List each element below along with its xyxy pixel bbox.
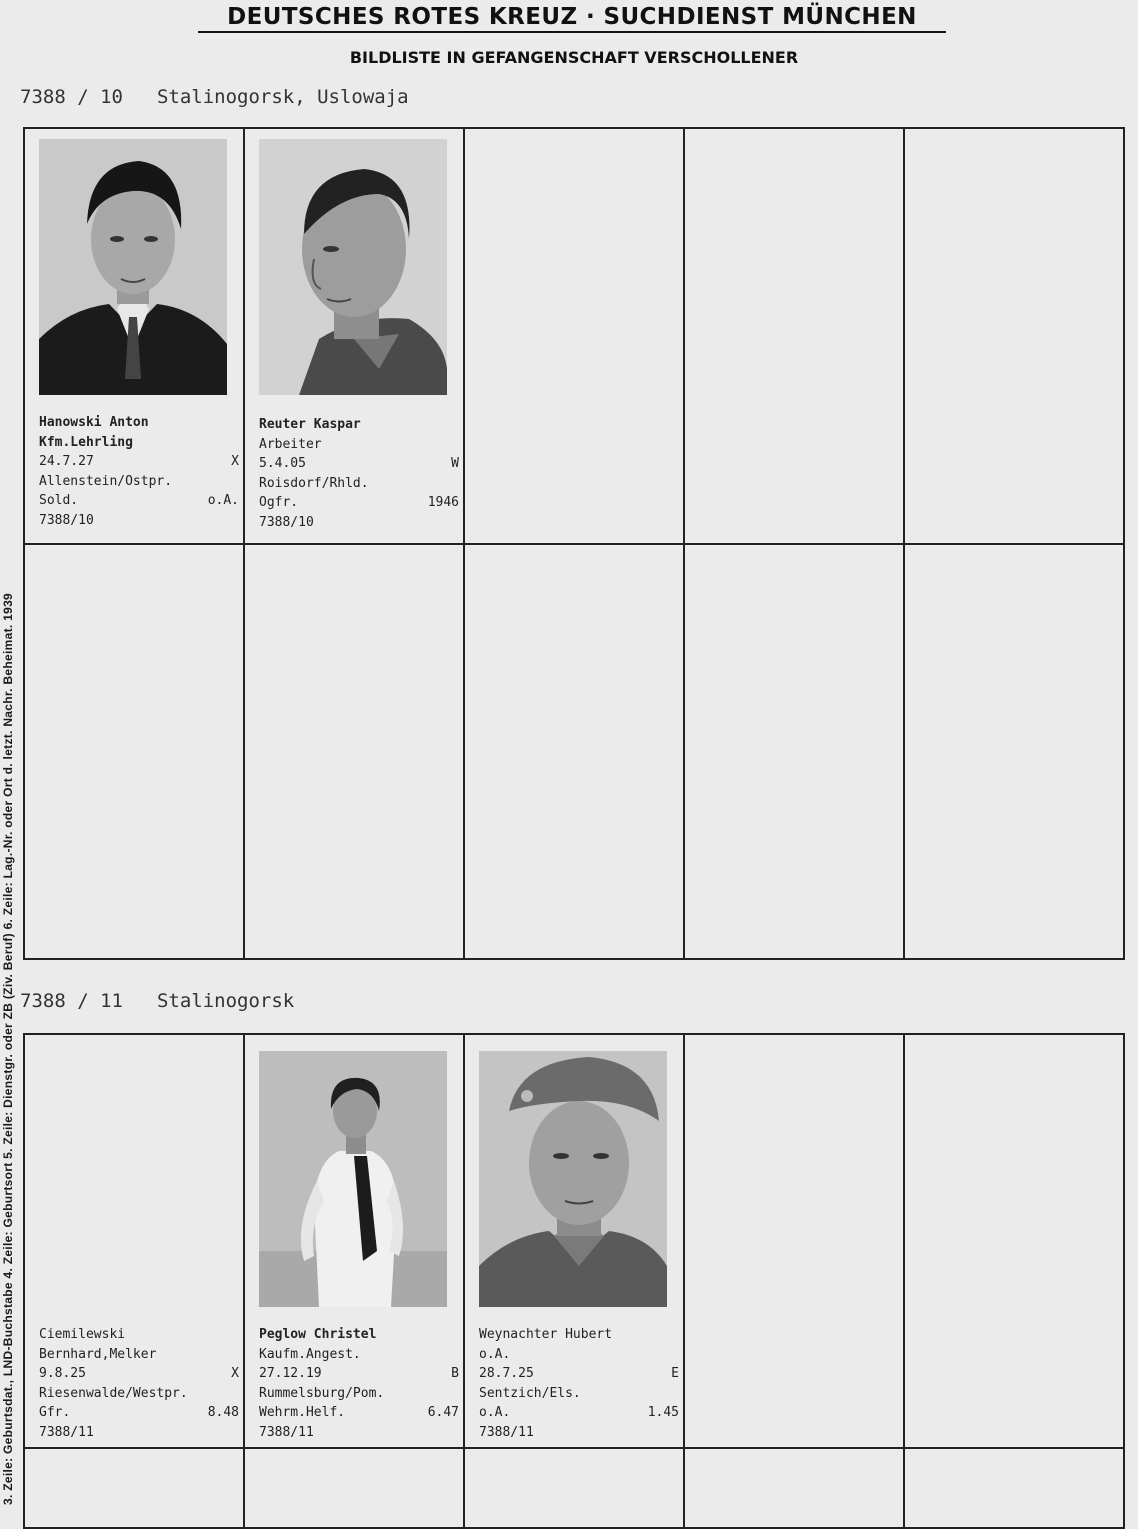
person-profession: Kaufm.Angest. [259, 1346, 361, 1362]
region-letter: W [451, 456, 459, 471]
empty-card [685, 129, 905, 545]
list-number: 7388 / 11 [20, 990, 123, 1012]
person-card [465, 1035, 685, 1449]
rank: Ogfr. [259, 495, 299, 510]
portrait-soldier-cap-icon [479, 1051, 667, 1307]
person-details [39, 413, 239, 530]
portrait-photo [39, 139, 227, 395]
portrait-woman-standing-icon [259, 1051, 447, 1307]
empty-card [25, 1449, 245, 1529]
person-profession: Arbeiter [259, 436, 322, 452]
section-heading [20, 86, 409, 108]
person-card [25, 129, 245, 545]
empty-card [905, 129, 1125, 545]
person-details [39, 1325, 239, 1442]
empty-card [685, 545, 905, 960]
list-reference: 7388/11 [479, 1424, 534, 1440]
portrait-man-uniform-icon [259, 139, 447, 395]
empty-card [245, 1449, 465, 1529]
birthplace: Rummelsburg/Pom. [259, 1385, 385, 1401]
empty-card [465, 1449, 685, 1529]
rank: Sold. [39, 493, 79, 508]
person-name: Reuter Kaspar [259, 417, 361, 432]
last-news: 1946 [427, 495, 459, 510]
list-reference: 7388/11 [39, 1424, 94, 1440]
person-profession: Bernhard,Melker [39, 1346, 157, 1362]
empty-card [905, 545, 1125, 960]
region-letter: X [231, 454, 239, 469]
portrait-photo [259, 139, 447, 395]
last-news: 1.45 [647, 1405, 679, 1420]
person-card [245, 129, 465, 545]
birth-date: 9.8.25 [39, 1366, 86, 1381]
person-details [479, 1325, 679, 1442]
person-card [245, 1035, 465, 1449]
camp-location: Stalinogorsk, Uslowaja [156, 86, 409, 108]
person-profession: Kfm.Lehrling [39, 434, 133, 450]
person-details [259, 415, 459, 532]
list-reference: 7388/10 [259, 514, 314, 530]
birth-date: 5.4.05 [259, 456, 306, 471]
list-reference: 7388/10 [39, 512, 94, 528]
region-letter: E [671, 1366, 679, 1381]
person-name: Weynachter Hubert [479, 1327, 613, 1342]
empty-card [685, 1035, 905, 1449]
birthplace: Allenstein/Ostpr. [39, 473, 173, 489]
margin-legend-text: 3. Zeile: Geburtsdat., LND-Buchstabe 4. Zeile: Geburtsort 5. Zeile: Dienstgr. oder ZB (Ziv. Beruf) 6. Zeile: Lag.-Nr. oder Ort d. letzt. Nachr. Beheimat. 1939 [1, 592, 15, 1505]
photo-grid [23, 127, 1125, 960]
region-letter: X [231, 1366, 239, 1381]
person-card [25, 1035, 245, 1449]
empty-card [245, 545, 465, 960]
portrait-photo [259, 1051, 447, 1307]
person-name: Ciemilewski [39, 1327, 126, 1342]
page-title: DEUTSCHES ROTES KREUZ · SUCHDIENST MÜNCHEN [198, 4, 946, 33]
list-number: 7388 / 10 [20, 86, 123, 108]
camp-location: Stalinogorsk [156, 990, 295, 1012]
rank: Gfr. [39, 1405, 71, 1420]
birthplace: Riesenwalde/Westpr. [39, 1385, 188, 1401]
empty-card [685, 1449, 905, 1529]
last-news: o.A. [207, 493, 239, 508]
empty-card [465, 545, 685, 960]
birthplace: Sentzich/Els. [479, 1385, 581, 1401]
rank: o.A. [479, 1405, 511, 1420]
person-name: Peglow Christel [259, 1327, 377, 1342]
birthplace: Roisdorf/Rhld. [259, 475, 369, 491]
person-name: Hanowski Anton [39, 415, 149, 430]
last-news: 6.47 [427, 1405, 459, 1420]
empty-card [905, 1449, 1125, 1529]
person-details [259, 1325, 459, 1442]
margin-legend [0, 0, 16, 1511]
page-subtitle: BILDLISTE IN GEFANGENSCHAFT VERSCHOLLENER [349, 48, 799, 67]
section-heading [20, 990, 294, 1012]
birth-date: 27.12.19 [259, 1366, 322, 1381]
person-profession: o.A. [479, 1346, 511, 1362]
birth-date: 24.7.27 [39, 454, 94, 469]
portrait-photo [479, 1051, 667, 1307]
photo-grid [23, 1033, 1125, 1529]
portrait-man-suit-icon [39, 139, 227, 395]
empty-card [465, 129, 685, 545]
rank: Wehrm.Helf. [259, 1405, 346, 1420]
birth-date: 28.7.25 [479, 1366, 534, 1381]
last-news: 8.48 [207, 1405, 239, 1420]
region-letter: B [451, 1366, 459, 1381]
empty-card [25, 545, 245, 960]
list-reference: 7388/11 [259, 1424, 314, 1440]
empty-card [905, 1035, 1125, 1449]
